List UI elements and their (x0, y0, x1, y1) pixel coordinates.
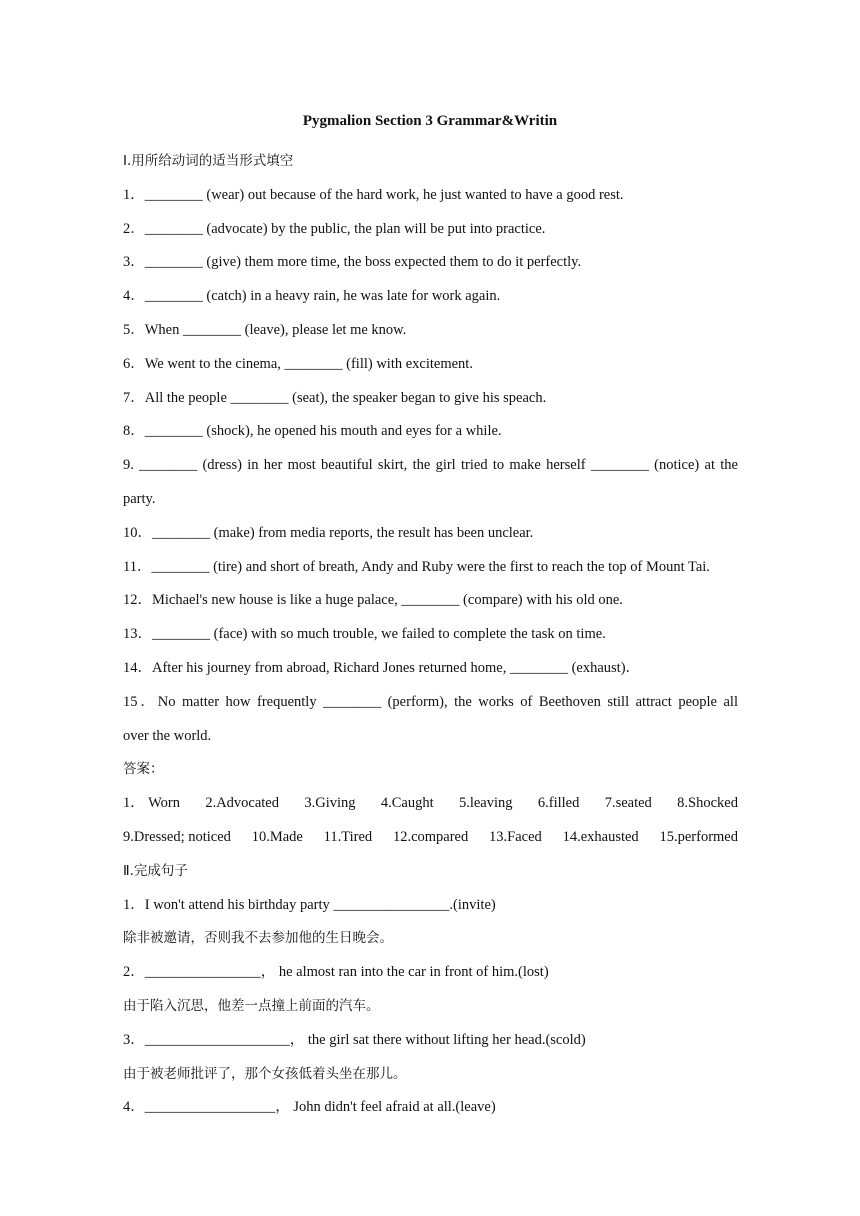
question-item: 13．________ (face) with so much trouble, we failed to complete the task on time. (123, 626, 606, 643)
section-2-heading: Ⅱ.完成句子 (123, 862, 188, 879)
sentence-translation: 由于陷入沉思，他差一点撞上前面的汽车。 (123, 997, 380, 1014)
document-body (123, 145, 738, 1125)
sentence-item: 2．________________， he almost ran into the car in front of him.(lost) (123, 964, 549, 981)
document-title: Pygmalion Section 3 Grammar&Writin (302, 113, 558, 129)
question-item-continued: over the world. (123, 727, 212, 744)
sentence-translation: 由于被老师批评了，那个女孩低着头坐在那儿。 (123, 1065, 407, 1082)
answers-row-2 (123, 821, 738, 855)
answer-item: 8.Shocked (677, 795, 738, 812)
question-item: 9. ________ (dress) in her most beautiful skirt, the girl tried to make herself ________ (notice) at the (123, 457, 738, 474)
answer-item: 3.Giving (304, 795, 356, 812)
answer-item: 12.compared (392, 828, 469, 845)
question-item: 5．When ________ (leave), please let me know. (123, 321, 407, 338)
answer-label: 答案： (123, 761, 164, 778)
answer-item: 4.Caught (380, 795, 434, 812)
question-item: 2．________ (advocate) by the public, the plan will be put into practice. (123, 220, 546, 237)
sentence-item: 4．__________________， John didn't feel afraid at all.(leave) (123, 1099, 496, 1116)
answers-row-1 (123, 787, 738, 821)
answer-item: 13.Faced (489, 828, 542, 845)
question-item: 15．No matter how frequently ________ (perform), the works of Beethoven still attract people all (123, 693, 738, 710)
section-1-heading: Ⅰ.用所给动词的适当形式填空 (123, 153, 294, 169)
answer-item: 6.filled (537, 795, 580, 812)
answer-item: 11.Tired (323, 828, 373, 845)
question-item: 12．Michael's new house is like a huge palace, ________ (compare) with his old one. (123, 592, 623, 609)
answer-item: 5.leaving (458, 795, 513, 812)
question-item: 3．________ (give) them more time, the boss expected them to do it perfectly. (123, 254, 582, 271)
question-item: 4．________ (catch) in a heavy rain, he was late for work again. (123, 288, 501, 305)
question-item: 8．________ (shock), he opened his mouth and eyes for a while. (123, 423, 502, 440)
answer-item: 1． Worn (123, 795, 180, 812)
question-item: 10．________ (make) from media reports, the result has been unclear. (123, 524, 534, 541)
answer-item: 2.Advocated (205, 795, 279, 812)
question-item: 1．________ (wear) out because of the hard work, he just wanted to have a good rest. (123, 186, 624, 203)
sentence-item: 3．____________________， the girl sat there without lifting her head.(scold) (123, 1031, 586, 1048)
question-item: 7．All the people ________ (seat), the speaker began to give his speach. (123, 389, 547, 406)
answer-item: 9.Dressed; noticed (123, 828, 231, 845)
question-item: 11．________ (tire) and short of breath, Andy and Ruby were the first to reach the top of Mount Tai. (123, 558, 710, 575)
answer-item: 14.exhausted (562, 828, 639, 845)
answer-item: 10.Made (251, 828, 303, 845)
question-item: 6．We went to the cinema, ________ (fill) with excitement. (123, 355, 473, 372)
sentence-item: 1．I won't attend his birthday party ________________.(invite) (123, 896, 496, 913)
answer-item: 7.seated (604, 795, 652, 812)
question-item: 14．After his journey from abroad, Richard Jones returned home, ________ (exhaust)． (123, 659, 641, 676)
answer-item: 15.performed (659, 828, 738, 845)
sentence-translation: 除非被邀请，否则我不去参加他的生日晚会。 (123, 930, 393, 947)
question-item-continued: party. (123, 490, 156, 507)
